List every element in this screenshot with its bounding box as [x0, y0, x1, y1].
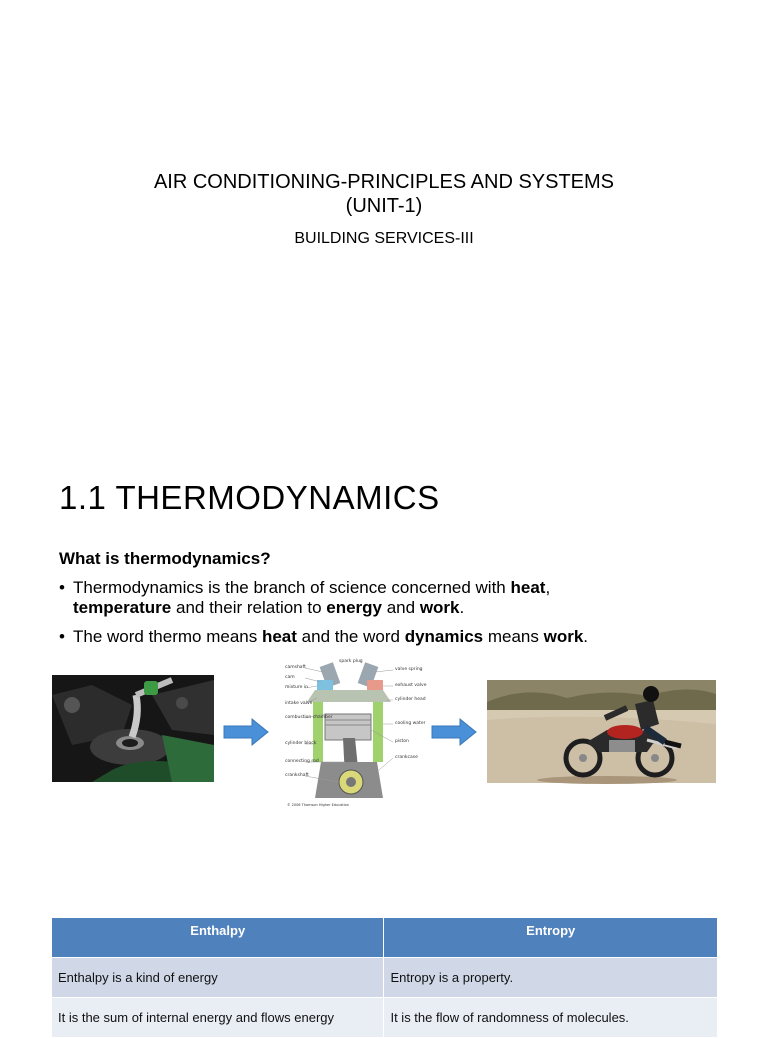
engine-diagram — [283, 658, 427, 810]
motorcycle-photo — [487, 680, 716, 783]
motorcycle-photo-art — [487, 680, 716, 783]
label-cylinder-block: cylinder block — [285, 741, 317, 746]
label-intake-valve: intake valve — [285, 701, 313, 706]
label-combustion-chamber: combustion chamber — [285, 715, 333, 720]
engine-diagram-art — [283, 658, 427, 810]
title-line-2: (UNIT-1) — [345, 195, 423, 217]
section-heading: 1.1 THERMODYNAMICS — [59, 479, 440, 516]
table-cell: It is the flow of randomness of molecules. — [384, 998, 718, 1038]
label-valve-spring: valve spring — [395, 667, 423, 672]
enthalpy-entropy-table — [51, 917, 718, 1038]
bullet-item-definition: • Thermodynamics is the branch of science concerned with heat, temperature and their relation to energy and work. — [59, 578, 709, 618]
fuel-photo — [52, 675, 214, 782]
label-cylinder-head: cylinder head — [395, 697, 426, 702]
label-crankcase: crankcase — [395, 755, 418, 760]
table-cell: Entropy is a property. — [384, 958, 718, 998]
bullet-item-etymology: • The word thermo means heat and the word dynamics means work. — [59, 627, 709, 647]
table-row — [52, 998, 718, 1038]
table-header-row — [52, 918, 718, 958]
label-cooling-water: cooling water — [395, 721, 426, 726]
presentation-title — [0, 170, 768, 218]
presentation-subtitle: BUILDING SERVICES-III — [294, 230, 474, 247]
label-connecting-rod: connecting rod — [285, 759, 319, 764]
label-camshaft: camshaft — [285, 665, 306, 670]
diagram-copyright: © 2006 Thomson Higher Education — [287, 803, 350, 807]
label-mixture-in: mixture in — [285, 685, 308, 690]
table-cell: It is the sum of internal energy and flows energy — [52, 998, 384, 1038]
label-spark-plug: spark plug — [339, 659, 363, 664]
label-crankshaft: crankshaft — [285, 773, 309, 778]
question-text: What is thermodynamics? — [59, 549, 271, 568]
fuel-photo-art — [52, 675, 214, 782]
header-entropy: Entropy — [384, 918, 718, 958]
label-exhaust-valve: exhaust valve — [395, 683, 427, 688]
arrow-right-icon — [224, 719, 268, 745]
table-row — [52, 958, 718, 998]
header-enthalpy: Enthalpy — [52, 918, 384, 958]
table-cell: Enthalpy is a kind of energy — [52, 958, 384, 998]
title-slide — [0, 0, 768, 432]
bullet-list — [59, 578, 709, 656]
title-line-1: AIR CONDITIONING-PRINCIPLES AND SYSTEMS — [153, 171, 615, 193]
arrow-right-icon — [432, 719, 476, 745]
label-piston: piston — [395, 739, 409, 744]
label-cam: cam — [285, 675, 295, 680]
